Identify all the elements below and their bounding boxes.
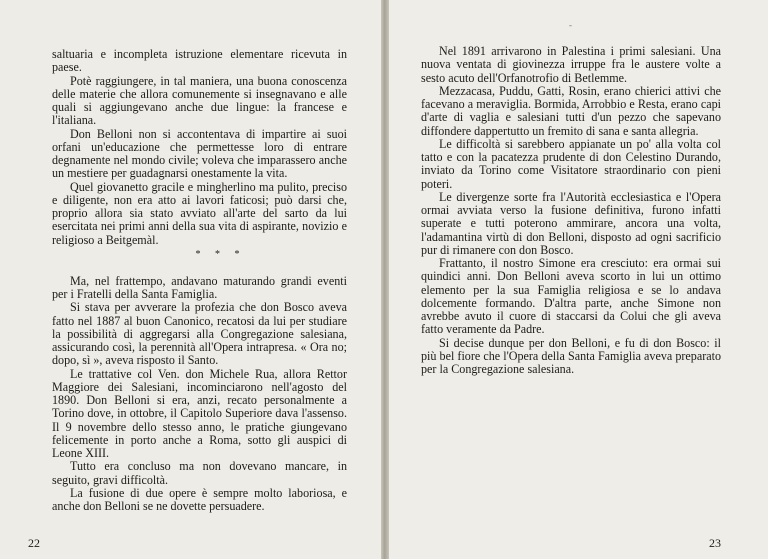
paragraph: Frattanto, il nostro Simone era cresciuto: era ormai sui quindici anni. Don Belloni aveva scorto in lui un ottimo elemento per la sua Famiglia religiosa e se lo andava dolcemente formando. D'altra parte, anche Simone non avrebbe avuto il cuore di staccarsi da Colui che gli aveva fatto veramente da Padre. (421, 256, 721, 337)
paragraph: Le divergenze sorte fra l'Autorità ecclesiastica e l'Opera ormai avviata verso la fusione definitiva, furono infatti superate e tutti poterono ammirare, ancora una volta, l'adamantina virtù di don Belloni, disposto ad ogni sacrificio pur di rimanere con don Bosco. (421, 189, 721, 257)
paragraph: saltuaria e incompleta istruzione elementare ricevuta in paese. (52, 47, 347, 75)
paragraph: Potè raggiungere, in tal maniera, una buona conoscenza delle materie che allora comunemente si insegnavano e alle quali si aggiungevano anche due lingue: la francese e l'italiana. (52, 73, 347, 128)
paragraph: Nel 1891 arrivarono in Palestina i primi salesiani. Una nuova ventata di giovinezza irruppe fra le austere volte a sesto acuto dell'Orfanotrofio di Betlemme. (421, 44, 721, 85)
top-mark: - (569, 20, 572, 30)
page-number-right: 23 (709, 536, 721, 550)
paragraph: Si decise dunque per don Belloni, e fu di don Bosco: il più bel fiore che l'Opera della Santa Famiglia aveva preparato per la Congregazione salesiana. (421, 335, 721, 376)
paragraph: La fusione di due opere è sempre molto laboriosa, e anche don Belloni se ne dovette persuadere. (52, 485, 347, 513)
section-separator: * * * (195, 248, 246, 260)
paragraph: Le difficoltà si sarebbero appianate un po' alla volta col tatto e con la pacatezza prudente di don Celestino Durando, inviato da Torino come Visitatore straordinario con pieni poteri. (421, 136, 721, 191)
right-page (389, 0, 768, 559)
paragraph: Tutto era concluso ma non dovevano mancare, in seguito, gravi difficoltà. (52, 459, 347, 487)
page-number-left: 22 (28, 536, 40, 550)
paragraph: Si stava per avverare la profezia che don Bosco aveva fatto nel 1887 al buon Canonico, recatosi da lui per studiare la possibilità di aggregarsi alla Congregazione salesiana, assicurando così, la perennità all'Opera intrapresa. « Ora no; dopo, sì », aveva risposto il Santo. (52, 300, 347, 368)
paragraph: Le trattative col Ven. don Michele Rua, allora Rettor Maggiore dei Salesiani, incominciarono nell'agosto del 1890. Don Belloni si era, anzi, recato personalmente a Torino dove, in ottobre, il Capitolo Superiore dava l'assenso. Il 9 novembre dello stesso anno, le pratiche giungevano felicemente in porto anche a Roma, sotto gli auspici di Leone XIII. (52, 366, 347, 460)
right-text-block (421, 45, 721, 376)
left-page (0, 0, 381, 559)
left-text-block (52, 48, 347, 513)
paragraph: Mezzacasa, Puddu, Gatti, Rosin, erano chierici attivi che facevano a meraviglia. Bormida, Arrobbio e Resta, erano capi d'arte di vaglia e salesiani tutti d'un pezzo che sapevano diffondere dappertutto un fremito di sana e santa allegria. (421, 83, 721, 138)
paragraph: Don Belloni non si accontentava di impartire ai suoi orfani un'educazione che permettesse loro di entrare degnamente nel mondo civile; voleva che imparassero anche un mestiere per guadagnarsi onestamente la vita. (52, 126, 347, 181)
book-gutter (381, 0, 389, 559)
paragraph: Ma, nel frattempo, andavano maturando grandi eventi per i Fratelli della Santa Famiglia. (52, 273, 347, 301)
paragraph: Quel giovanetto gracile e mingherlino ma pulito, preciso e diligente, non era atto ai lavori faticosi; può darsi che, proprio allora sia stato avviato all'arte del sarto da lui esercitata nei primi anni della sua vita di aspirante, novizio e religioso a Beitgemàl. (52, 179, 347, 247)
